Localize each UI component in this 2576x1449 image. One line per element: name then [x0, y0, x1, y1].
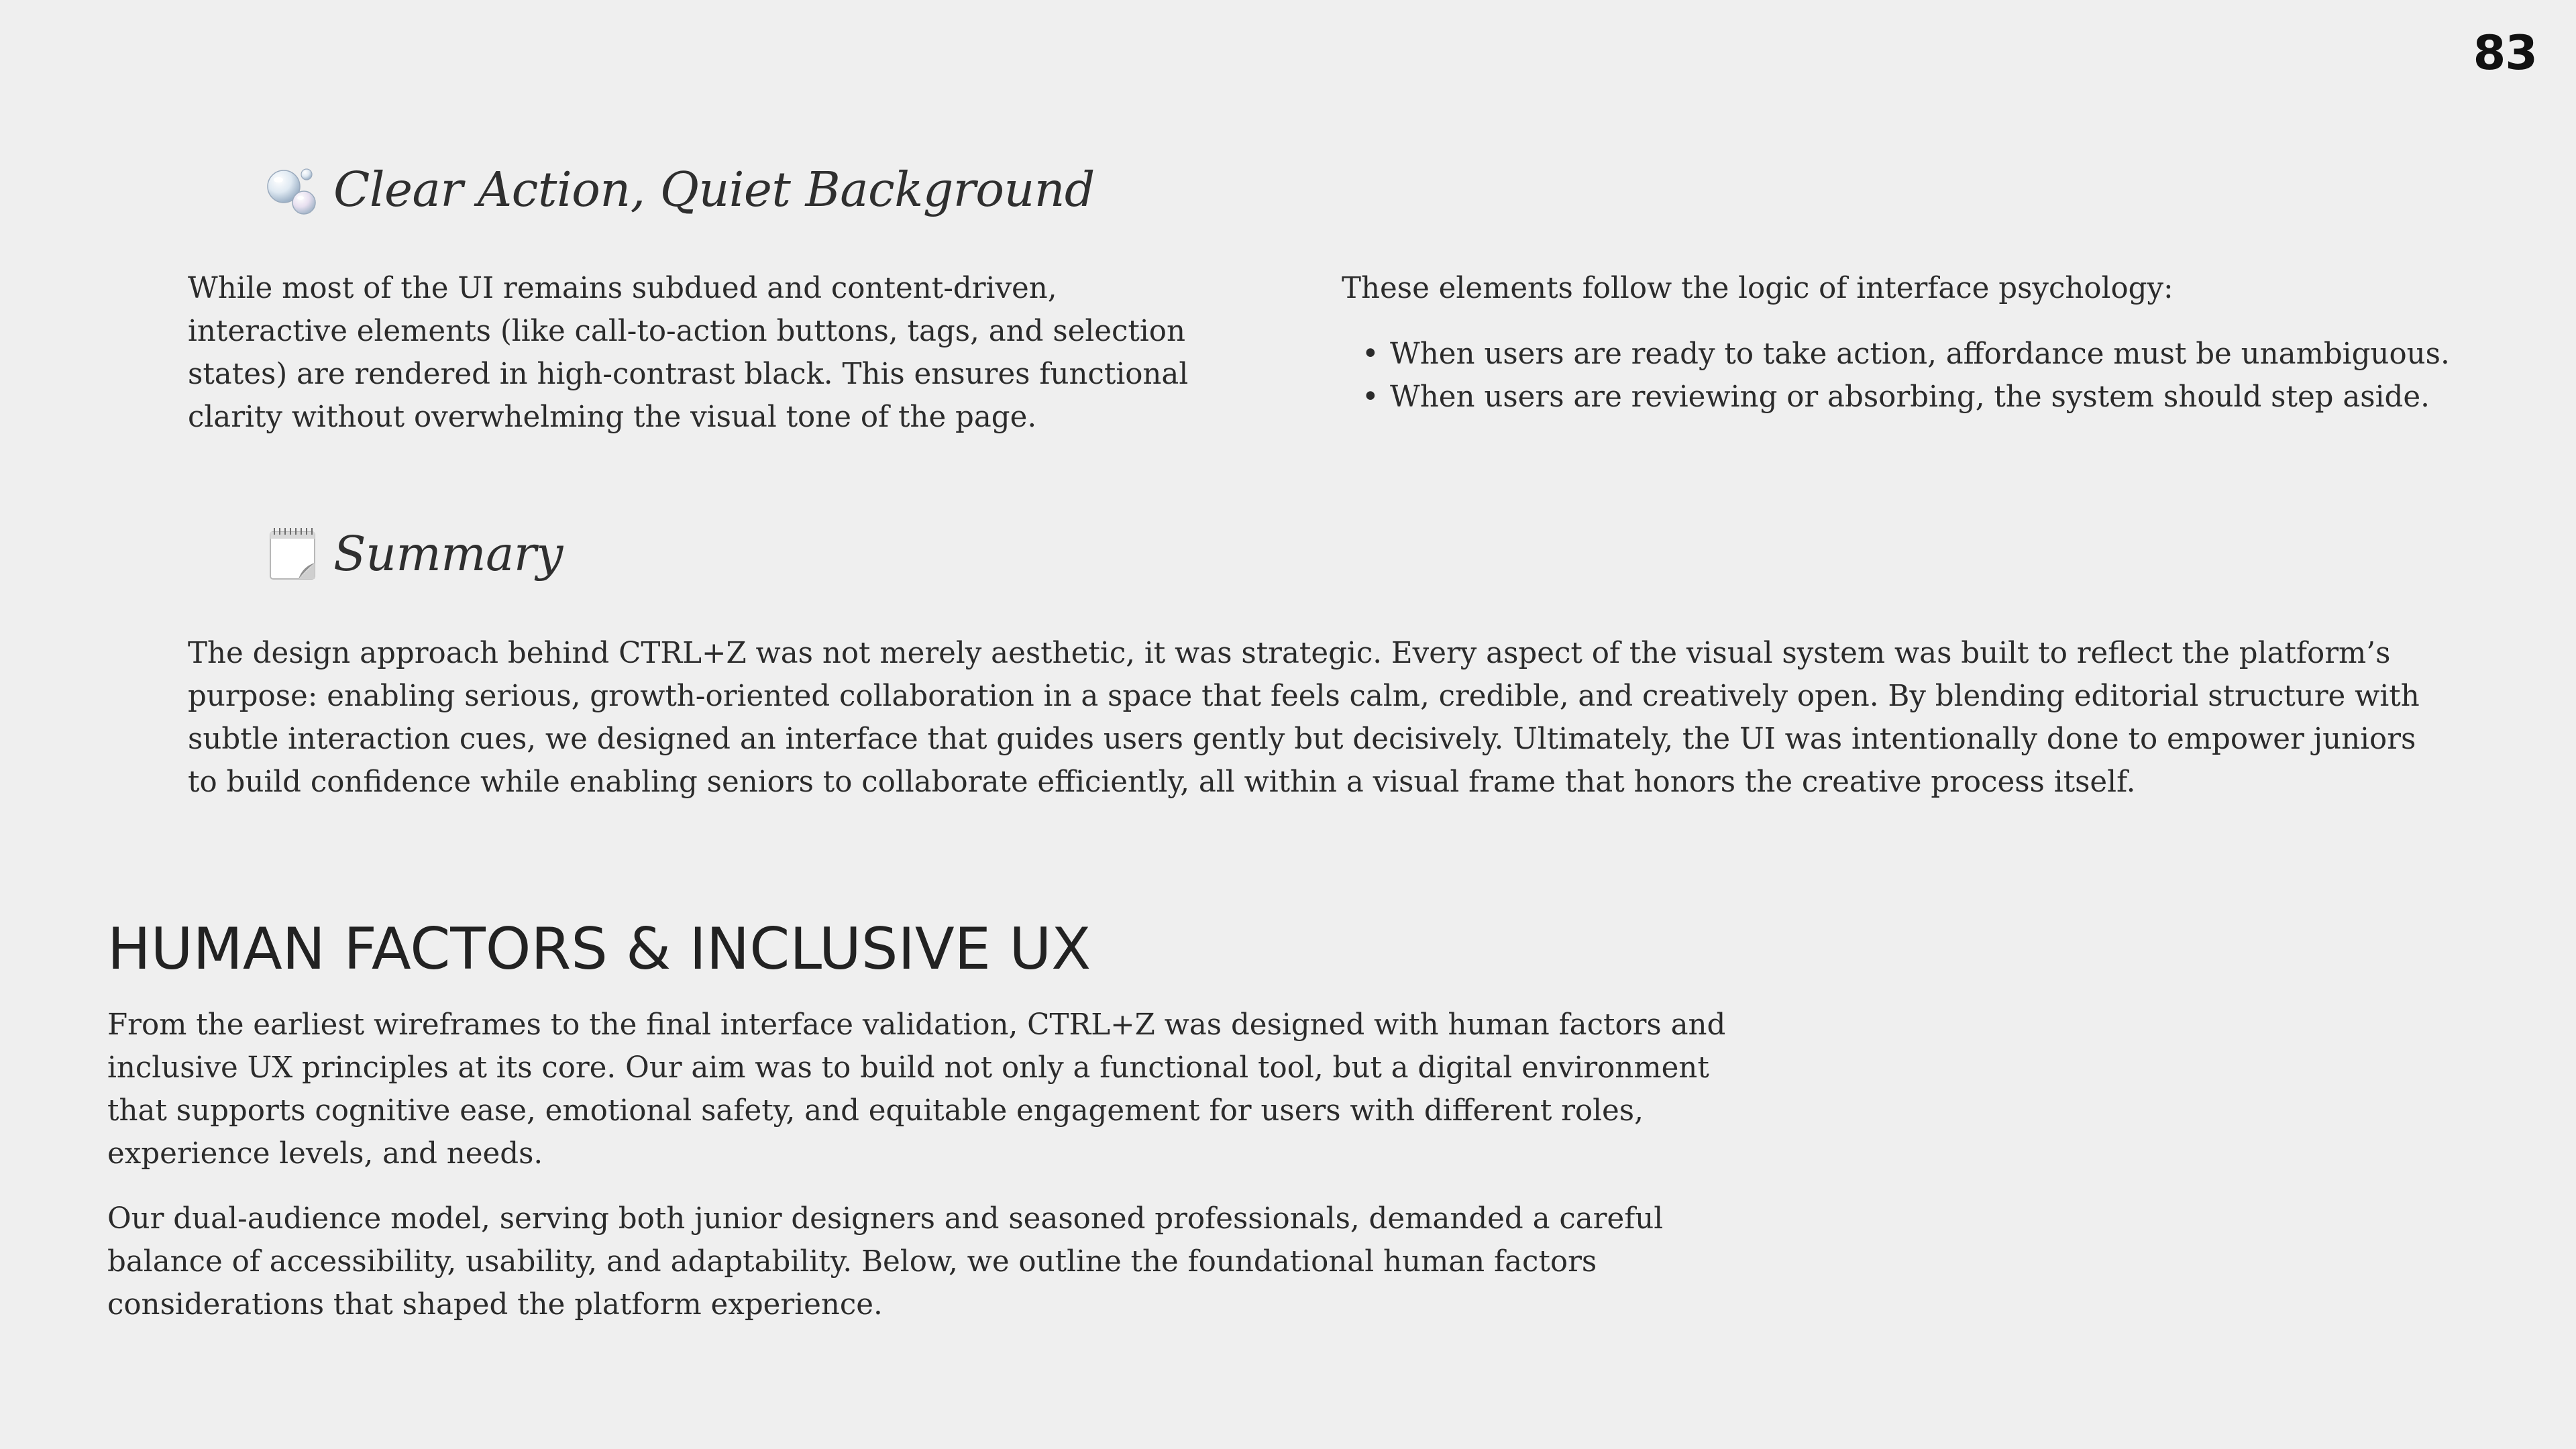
clear-action-paragraph: While most of the UI remains subdued and content-driven, interactive elements (like call-to-action buttons, tags, and selection states) are rendered in high-contrast black. This ensures functional clarity without overwhelming the visual tone of the page.: [188, 272, 1189, 434]
human-factors-paragraph-2: Our dual-audience model, serving both junior designers and seasoned professionals, demanded a careful balance of accessibility, usability, and adaptability. Below, we outline the foundational human factors considerations that shaped the platform experience.: [107, 1202, 1664, 1322]
bullet-icon: •: [1362, 380, 1379, 414]
bullet-text: When users are ready to take action, affordance must be unambiguous.: [1390, 337, 2450, 371]
clear-action-title: Clear Action, Quiet Background: [333, 161, 1095, 217]
bubbles-icon: [265, 161, 321, 217]
notepad-icon: [265, 525, 321, 582]
bullet-text: When users are reviewing or absorbing, the system should step aside.: [1390, 380, 2430, 414]
list-item: [1342, 333, 2450, 376]
human-factors-heading: HUMAN FACTORS & INCLUSIVE UX: [107, 916, 1091, 983]
summary-heading: [265, 525, 563, 582]
page-number: 83: [2473, 25, 2537, 80]
clear-action-bullets: [1342, 333, 2450, 419]
summary-title: Summary: [333, 525, 563, 582]
summary-paragraph: The design approach behind CTRL+Z was not merely aesthetic, it was strategic. Every aspect of the visual system was built to reflect the platform’s purpose: enabling serious, growth-oriented collaboration in a space that feels calm, credible, and creatively open. By blending editorial structure with subtle interaction cues, we designed an interface that guides users gently but decisively. Ultimately, the UI was intentionally done to empower juniors to build confidence while enabling seniors to collaborate efficiently, all within a visual frame that honors the creative process itself.: [188, 637, 2420, 799]
clear-action-heading: [265, 161, 1095, 217]
clear-action-intro: These elements follow the logic of interface psychology:: [1342, 272, 2174, 305]
human-factors-paragraph-1: From the earliest wireframes to the final interface validation, CTRL+Z was designed with human factors and inclusive UX principles at its core. Our aim was to build not only a functional tool, but a digital environment that supports cognitive ease, emotional safety, and equitable engagement for users with different roles, experience levels, and needs.: [107, 1008, 1726, 1171]
list-item: [1342, 376, 2450, 419]
bullet-icon: •: [1362, 337, 1379, 371]
